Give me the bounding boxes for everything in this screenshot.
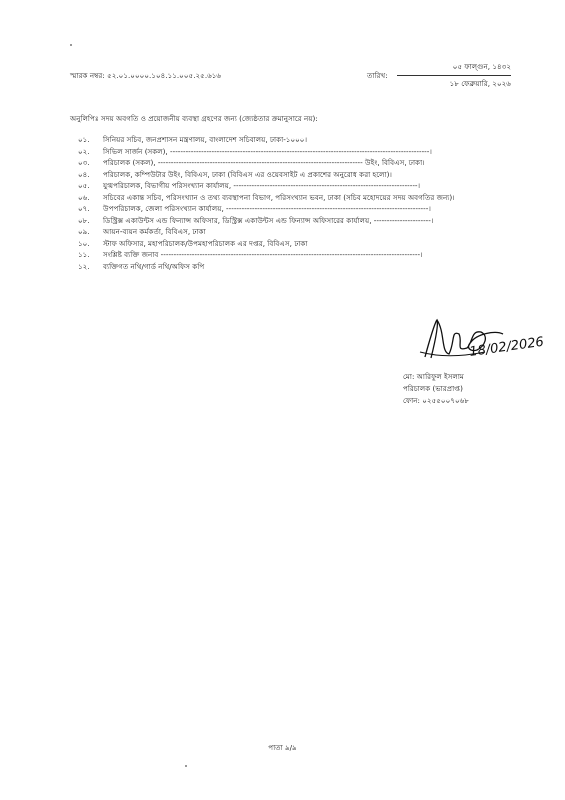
recipient-text: যুগ্মপরিচালক, বিভাগীয় পরিসংখ্যান কার্যালয়, -----------------------------------------------------------------------। [103, 181, 421, 190]
recipient-text: সচিবের একান্ত সচিব, পরিসংখ্যান ও তথ্য ব্যবস্থাপনা বিভাগ, পরিসংখ্যান ভবন, ঢাকা (সচিব মহোদয়ের সদয় অবগতির জন্য)। [103, 192, 455, 202]
recipient-item [70, 238, 530, 250]
date-divider [397, 75, 511, 76]
signatory-phone: ফোন: ০২৫৫০০৭০৬৮ [403, 396, 469, 405]
signatory-block [403, 371, 469, 407]
recipient-number: ০৯. [78, 227, 90, 236]
recipient-number: ০৮. [78, 215, 90, 225]
recipient-number: ০৫. [78, 181, 90, 190]
recipient-number: ০৬. [78, 192, 90, 202]
date-label: তারিখ: [367, 71, 388, 80]
recipient-item [70, 249, 530, 261]
date-block [397, 62, 511, 89]
memo-number [70, 71, 221, 80]
date-gregorian: ১৮ ফেব্রুয়ারি, ২০২৬ [449, 79, 511, 88]
recipient-text: সংশ্লিষ্ট ব্যক্তি জনাব ----------------------------------------------------------------------------------------------------। [103, 250, 423, 259]
memo-label: স্মারক নম্বর: [70, 71, 105, 80]
recipient-item [70, 180, 530, 192]
cc-heading: অনুলিপিঃ সদয় অবগতি ও প্রয়োজনীয় ব্যবস্থা গ্রহণের জন্য (জ্যেষ্ঠতার ক্রমানুসারে নয়): [70, 114, 318, 123]
recipient-text: আয়ন-ব্যয়ন কর্মকর্তা, বিবিএস, ঢাকা [103, 227, 206, 236]
recipient-list [70, 134, 530, 272]
recipient-text: পরিচালক, কম্পিউটার উইং, বিবিএস, ঢাকা (বিবিএস এর ওয়েবসাইট এ প্রকাশের অনুরোধ করা হলো)। [103, 169, 392, 179]
recipient-item [70, 157, 530, 169]
recipient-number: ১২. [78, 261, 90, 271]
recipient-text: ব্যক্তিগত নথি/গার্ড নথি/অফিস কপি [103, 261, 205, 271]
scan-speck [70, 44, 72, 46]
signatory-title: পরিচালক (ভারপ্রাপ্ত) [403, 384, 463, 393]
date-bangla: ০৫ ফাল্গুন, ১৪৩২ [452, 62, 511, 71]
recipient-text: সিনিয়র সচিব, জনপ্রশাসন মন্ত্রণালয়, বাংলাদেশ সচিবালয়, ঢাকা-১০০০। [103, 135, 308, 144]
recipient-item [70, 192, 530, 204]
recipient-item [70, 169, 530, 181]
page-number: পাতা ৯/৯ [268, 743, 297, 752]
recipient-item [70, 146, 530, 158]
recipient-item [70, 203, 530, 215]
recipient-number: ০৪. [78, 169, 90, 179]
memo-value: ৫২.০১.০০০০.১০৪.১১.০০৫.২৫.৬১৬ [107, 71, 222, 80]
recipient-item [70, 215, 530, 227]
handwritten-signature [415, 312, 555, 376]
recipient-number: ০২. [78, 146, 90, 156]
recipient-text: সিভিল সার্জন (সকল), ----------------------------------------------------------------------------------------------------। [103, 146, 432, 156]
recipient-number: ০৭. [78, 204, 90, 213]
recipient-text: স্টাফ অফিসার, মহাপরিচালক/উপমহাপরিচালক এর দপ্তর, বিবিএস, ঢাকা [103, 238, 308, 248]
recipient-number: ১০. [78, 238, 90, 248]
recipient-text: পরিচালক (সকল), ------------------------------------------------------------------------------- উইং, বিবিএস, ঢাকা। [103, 158, 425, 167]
recipient-number: ০৩. [78, 158, 90, 167]
scan-speck [185, 765, 187, 767]
recipient-item [70, 261, 530, 273]
recipient-text: ডিস্ট্রিক্স একাউন্টস এন্ড ফিন্যান্স অফিসার, ডিস্ট্রিক্স একাউন্টস এন্ড ফিন্যান্স অফিসারের কার্যালয়, ----------------------। [103, 215, 434, 225]
recipient-item [70, 134, 530, 146]
signatory-name: মো: আরিফুল ইসলাম [403, 372, 464, 381]
recipient-item [70, 226, 530, 238]
recipient-text: উপপরিচালক, জেলা পরিসংখ্যান কার্যালয়, ------------------------------------------------------------------------------। [103, 204, 431, 213]
recipient-number: ০১. [78, 135, 90, 144]
recipient-number: ১১. [78, 250, 90, 259]
signature-date: 18/02/2026 [468, 334, 545, 360]
